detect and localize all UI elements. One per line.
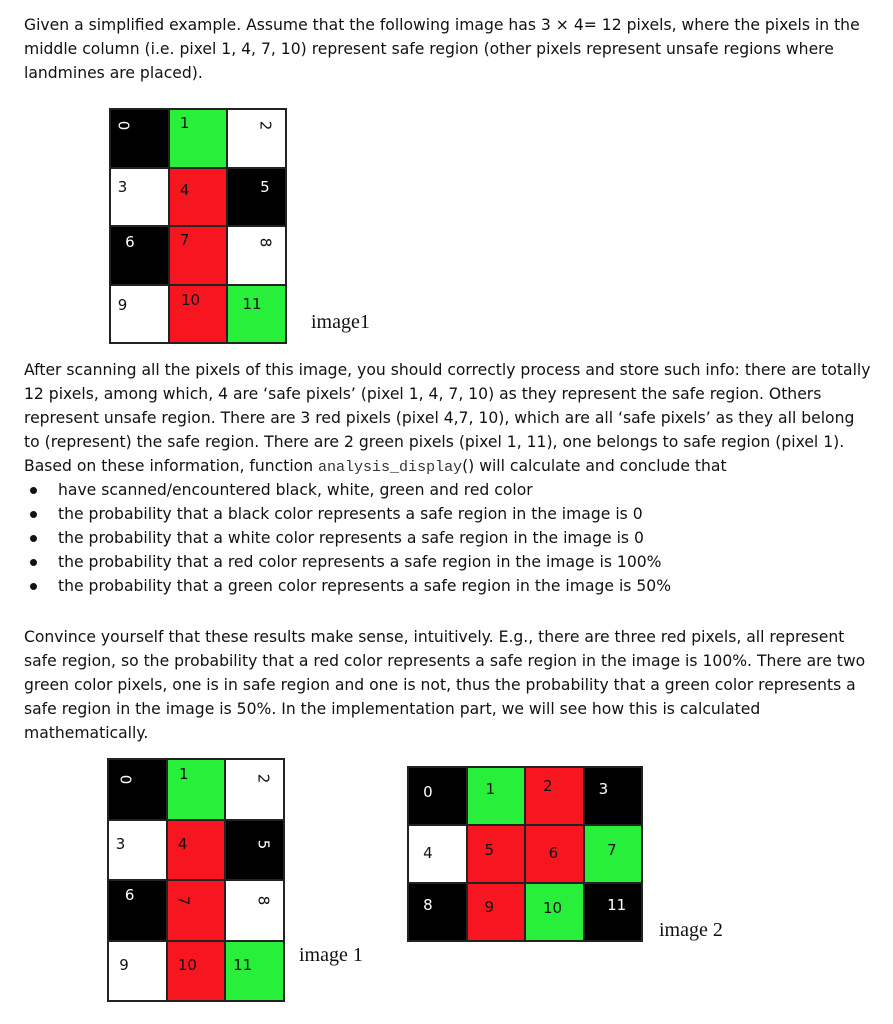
pixel-number: 6 [125, 232, 135, 251]
pixel-number: 4 [179, 180, 190, 199]
pixel-number: 6 [548, 843, 559, 862]
pixel-cell [169, 168, 228, 227]
pixel-cell [227, 109, 286, 168]
image2-pixel-grid [407, 766, 643, 942]
pixel-number: 8 [256, 237, 275, 248]
pixel-cell [225, 759, 284, 820]
pixel-number: 2 [542, 777, 553, 796]
image1-caption: image1 [311, 311, 370, 333]
pixel-number: 1 [485, 780, 496, 798]
pixel-cell [108, 880, 167, 941]
convince-paragraph: Convince yourself that these results make sense, intuitively. E.g., there are three red pixels, all represent safe region, so the probability that a red color represents a safe region in the image is 100%. There are two green color pixels, one is in safe region and one is not, thus the probability that a green color represents a safe region in the image is 50%. In the implementation part, we will see how this is calculated mathematically. [24, 628, 866, 742]
pixel-number: 3 [117, 177, 128, 196]
pixel-cell [167, 880, 226, 941]
pixel-cell [227, 226, 286, 285]
pixel-number: 2 [254, 773, 273, 783]
pixel-number: 0 [423, 782, 433, 801]
pixel-number: 10 [180, 291, 201, 310]
pixel-cell [525, 767, 584, 825]
pixel-cell [110, 226, 169, 285]
results-list [24, 478, 874, 598]
pixel-cell [584, 883, 643, 941]
pixel-number: 10 [542, 898, 563, 917]
pixel-number: 10 [177, 955, 197, 974]
pixel-cell [467, 883, 526, 941]
pixel-number: 9 [484, 897, 494, 916]
pixel-cell [110, 168, 169, 227]
pixel-cell [169, 109, 228, 168]
pixel-number: 11 [233, 955, 253, 974]
pixel-number: 1 [179, 113, 190, 132]
pixel-cell [167, 759, 226, 820]
pixel-number: 8 [423, 896, 433, 914]
analysis-paragraph: After scanning all the pixels of this image, you should correctly process and store such info: there are totally 12 pixels, among which, 4 are ‘safe pixels’ (pixel 1, 4, 7, 10) as they represent the safe region. Others represent unsafe region. There are 3 red pixels (pixel 4,7, 10), which are all ‘safe pixels’ as they all belong to (represent) the safe region. There are 2 green pixels (pixel 1, 11), one belongs to safe region (pixel 1). Based on these information, function analysis_display() will calculate and conclude that [24, 361, 871, 476]
pixel-number: 11 [607, 896, 627, 914]
pixel-cell [227, 168, 286, 227]
pixel-cell [525, 883, 584, 941]
pixel-cell [167, 941, 226, 1002]
pixel-number: 9 [117, 295, 128, 314]
pixel-number: 7 [174, 895, 193, 905]
pixel-number: 0 [114, 120, 133, 131]
pixel-cell [584, 767, 643, 825]
pixel-cell [167, 820, 226, 881]
list-item: have scanned/encountered black, white, green and red color [24, 478, 874, 502]
pixel-number: 9 [119, 955, 129, 974]
pixel-cell [225, 820, 284, 881]
pixel-number: 5 [484, 840, 494, 859]
image1b-caption: image 1 [299, 944, 363, 966]
image2-caption: image 2 [659, 919, 723, 941]
pixel-number: 3 [598, 780, 609, 798]
pixel-number: 6 [124, 886, 135, 905]
pixel-number: 8 [254, 895, 273, 905]
pixel-cell [225, 941, 284, 1002]
pixel-cell [169, 226, 228, 285]
list-item: the probability that a black color represents a safe region in the image is 0 [24, 502, 874, 526]
pixel-cell [467, 825, 526, 883]
pixel-cell [108, 820, 167, 881]
pixel-cell [408, 883, 467, 941]
list-item: the probability that a green color represents a safe region in the image is 50% [24, 574, 874, 598]
pixel-cell [108, 759, 167, 820]
pixel-number: 1 [178, 765, 189, 784]
pixel-cell [584, 825, 643, 883]
list-item: the probability that a red color represents a safe region in the image is 100% [24, 550, 874, 574]
pixel-cell [110, 285, 169, 344]
pixel-cell [408, 767, 467, 825]
intro-paragraph: Given a simplified example. Assume that the following image has 3 × 4= 12 pixels, where the pixels in the middle column (i.e. pixel 1, 4, 7, 10) represent safe region (other pixels represent unsafe regions where landmines are placed). [24, 16, 860, 82]
pixel-number: 5 [254, 839, 273, 850]
pixel-cell [467, 767, 526, 825]
pixel-cell [525, 825, 584, 883]
pixel-cell [108, 941, 167, 1002]
pixel-cell [169, 285, 228, 344]
pixel-cell [227, 285, 286, 344]
pixel-number: 2 [256, 120, 275, 131]
pixel-cell [225, 880, 284, 941]
pixel-number: 7 [607, 840, 617, 859]
pixel-number: 11 [242, 294, 262, 313]
pixel-number: 3 [115, 834, 126, 853]
pixel-number: 0 [116, 774, 135, 784]
list-item: the probability that a white color represents a safe region in the image is 0 [24, 526, 874, 550]
pixel-number: 4 [177, 834, 188, 853]
image1-pixel-grid [109, 108, 287, 344]
pixel-cell [408, 825, 467, 883]
pixel-cell [110, 109, 169, 168]
image1b-pixel-grid [107, 758, 285, 1002]
pixel-number: 4 [423, 843, 433, 862]
function-name: analysis_display [318, 459, 463, 476]
pixel-number: 5 [260, 177, 270, 196]
pixel-number: 7 [179, 230, 190, 249]
